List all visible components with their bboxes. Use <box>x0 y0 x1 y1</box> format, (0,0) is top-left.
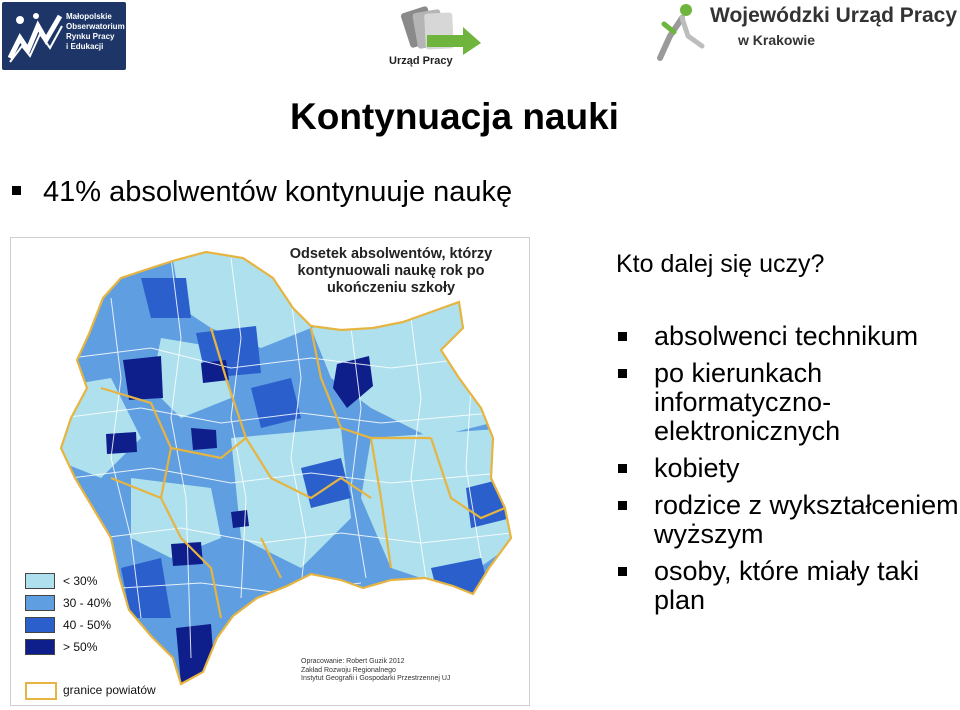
bullet-square-icon <box>618 501 627 510</box>
main-bullet-text: 41% absolwentów kontynuuje naukę <box>43 176 513 208</box>
list-item-text: rodzice z wykształceniem wyższym <box>654 490 959 549</box>
urzad-pracy-mark-icon <box>383 5 487 55</box>
bullet-square-icon <box>618 464 627 473</box>
credit-line: Zakład Rozwoju Regionalnego <box>301 666 396 674</box>
mo-line-1: Małopolskie <box>66 12 112 21</box>
bullet-square-icon <box>618 369 627 378</box>
list-item <box>618 454 960 483</box>
list-item <box>618 557 960 615</box>
page-title: Kontynuacja nauki <box>290 96 619 137</box>
bullet-square-icon <box>618 567 627 576</box>
credit-line: Instytut Geografii i Gospodarki Przestrzennej UJ <box>301 675 451 682</box>
map-credit <box>301 658 450 684</box>
legend-label: 30 - 40% <box>63 596 112 610</box>
list-item-text: osoby, które miały taki plan <box>654 556 920 615</box>
runner-figure-icon <box>656 2 706 64</box>
legend-swatch <box>25 682 57 700</box>
map-title: Odsetek absolwentów, którzy kontynuowali naukę rok po ukończeniu szkoły <box>289 246 493 296</box>
legend-swatch <box>25 639 55 655</box>
reasons-list <box>618 322 960 623</box>
wup-title: Wojewódzki Urząd Pracy <box>710 4 958 27</box>
urzad-pracy-label: Urząd Pracy <box>389 55 453 67</box>
mo-logo-text <box>66 12 125 52</box>
mo-line-2: Obserwatorium <box>66 22 125 31</box>
legend-label: > 50% <box>63 640 98 654</box>
reasons-heading: Kto dalej się uczy? <box>616 250 825 278</box>
map-regions <box>11 238 529 705</box>
urzad-pracy-logo <box>383 5 487 69</box>
list-item <box>618 359 960 446</box>
list-item-text: kobiety <box>654 453 740 483</box>
main-bullet <box>12 176 512 209</box>
bullet-square-icon <box>618 332 627 341</box>
mo-line-4: i Edukacji <box>66 42 104 51</box>
legend-label: granice powiatów <box>63 683 156 697</box>
legend-swatch <box>25 595 55 611</box>
list-item-text: po kierunkach informatyczno-elektronicznych <box>654 358 841 446</box>
wojewodzki-urzad-pracy-logo <box>656 2 960 66</box>
bullet-square-icon <box>12 186 21 195</box>
wup-subtitle: w Krakowie <box>738 32 816 48</box>
logo-mark-icon <box>8 10 64 64</box>
list-item-text: absolwenci technikum <box>654 321 919 351</box>
legend-swatch <box>25 573 55 589</box>
legend-label: 40 - 50% <box>63 618 112 632</box>
legend-swatch <box>25 617 55 633</box>
map-graphic <box>11 238 529 705</box>
credit-line: Opracowanie: Robert Guzik 2012 <box>301 658 405 665</box>
legend-label: < 30% <box>63 574 98 588</box>
list-item <box>618 491 960 549</box>
mo-line-3: Rynku Pracy <box>66 32 115 41</box>
choropleth-map <box>10 237 530 706</box>
list-item <box>618 322 960 351</box>
malopolskie-obserwatorium-logo <box>2 2 126 70</box>
